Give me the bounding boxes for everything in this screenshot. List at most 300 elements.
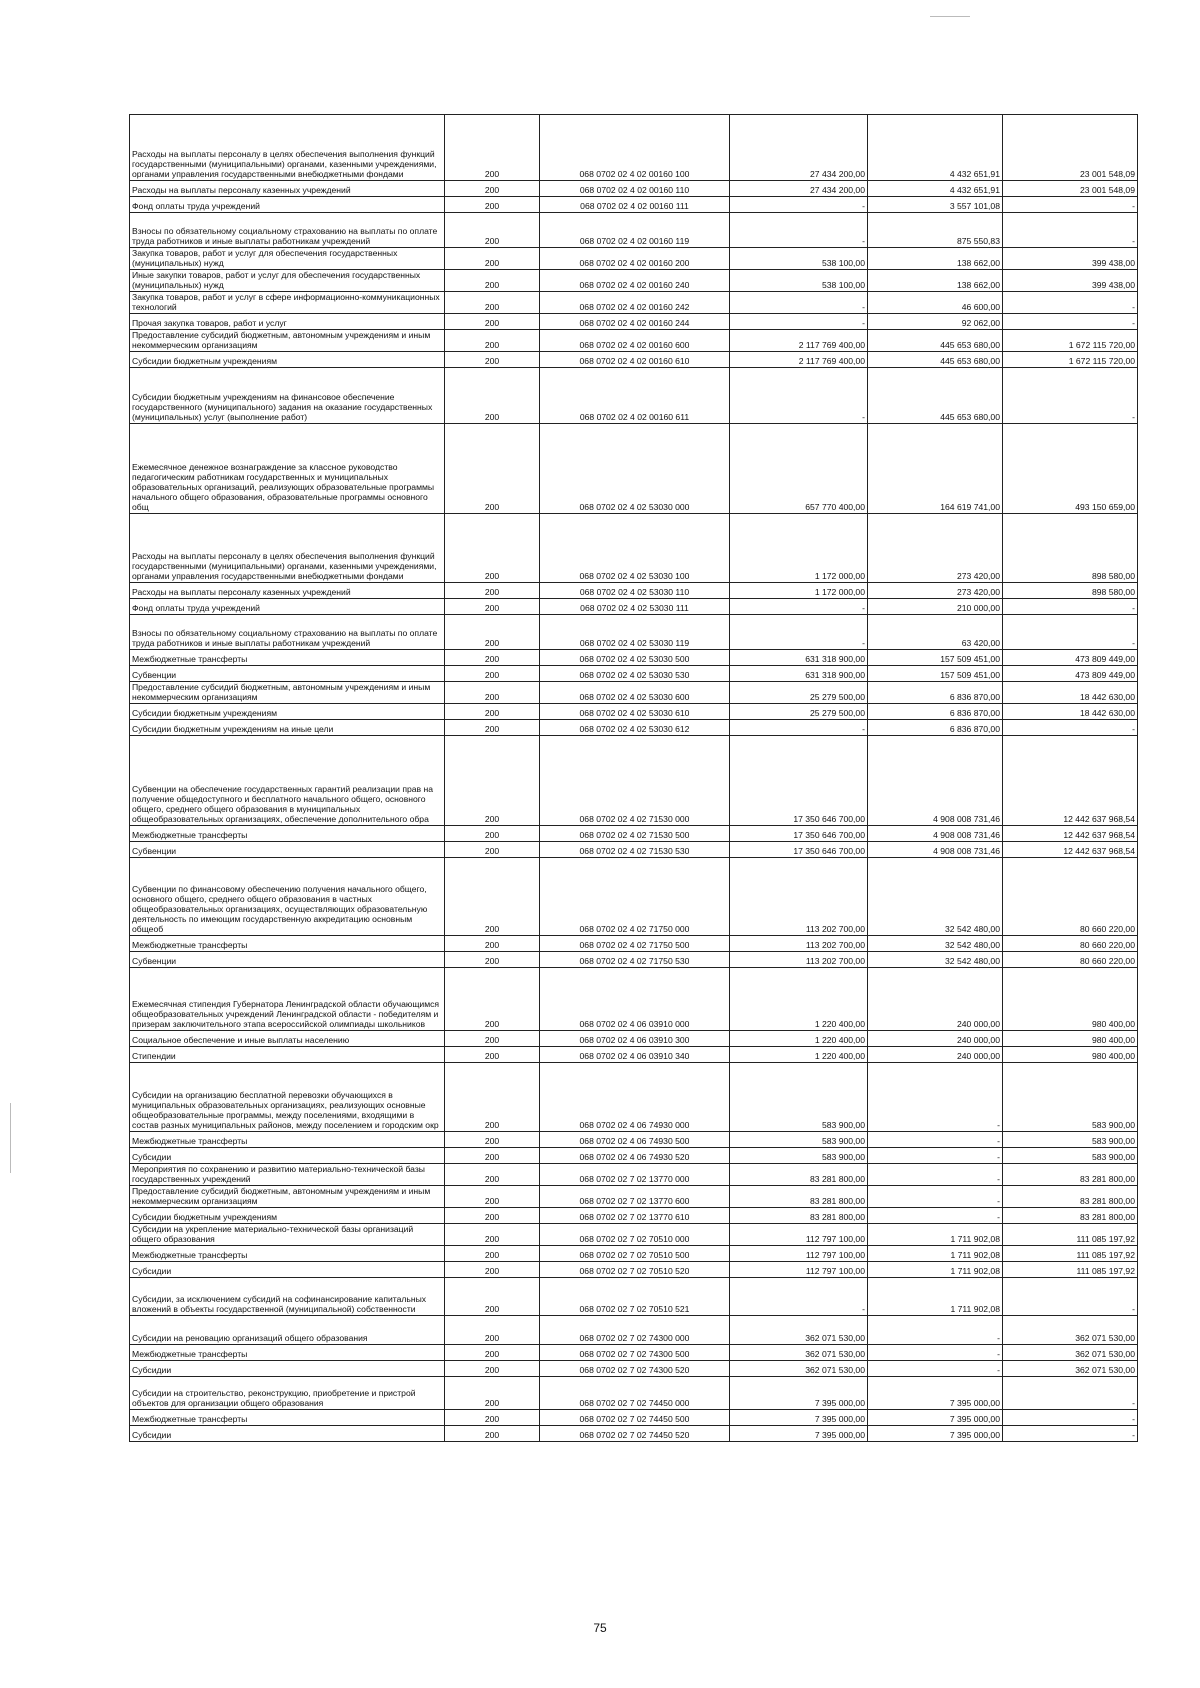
table-row	[130, 615, 1138, 650]
executed-amount-cell: 4 908 008 731,46	[868, 736, 1003, 826]
executed-amount-cell: 273 420,00	[868, 514, 1003, 583]
table-row	[130, 514, 1138, 583]
admin-code-cell: 200	[445, 314, 540, 330]
approved-amount-cell: 83 281 800,00	[730, 1164, 868, 1186]
expense-item-name: Расходы на выплаты персоналу казенных учреждений	[130, 181, 445, 197]
expense-item-name: Социальное обеспечение и иные выплаты населению	[130, 1031, 445, 1047]
expense-item-name: Субсидии на реновацию организаций общего образования	[130, 1316, 445, 1345]
executed-amount-cell: 240 000,00	[868, 1031, 1003, 1047]
table-row	[130, 1132, 1138, 1148]
classification-code-cell: 068 0702 02 4 02 71530 500	[540, 826, 730, 842]
approved-amount-cell: 25 279 500,00	[730, 704, 868, 720]
unexecuted-amount-cell: 18 442 630,00	[1003, 704, 1138, 720]
admin-code-cell: 200	[445, 599, 540, 615]
classification-code-cell: 068 0702 02 7 02 74300 500	[540, 1345, 730, 1361]
admin-code-cell: 200	[445, 1278, 540, 1316]
admin-code-cell: 200	[445, 615, 540, 650]
executed-amount-cell: -	[868, 1186, 1003, 1208]
admin-code-cell: 200	[445, 1410, 540, 1426]
executed-amount-cell: 138 662,00	[868, 270, 1003, 292]
classification-code-cell: 068 0702 02 7 02 74450 520	[540, 1426, 730, 1442]
admin-code-cell: 200	[445, 292, 540, 314]
executed-amount-cell: 3 557 101,08	[868, 197, 1003, 213]
expense-item-name: Субвенции	[130, 666, 445, 682]
classification-code-cell: 068 0702 02 7 02 70510 500	[540, 1246, 730, 1262]
admin-code-cell: 200	[445, 1316, 540, 1345]
table-row	[130, 197, 1138, 213]
unexecuted-amount-cell: 898 580,00	[1003, 514, 1138, 583]
classification-code-cell: 068 0702 02 4 02 00160 111	[540, 197, 730, 213]
admin-code-cell: 200	[445, 1164, 540, 1186]
classification-code-cell: 068 0702 02 7 02 70510 521	[540, 1278, 730, 1316]
table-row	[130, 115, 1138, 181]
table-row	[130, 583, 1138, 599]
unexecuted-amount-cell: 111 085 197,92	[1003, 1262, 1138, 1278]
expense-item-name: Расходы на выплаты персоналу в целях обеспечения выполнения функций государственными (муниципальными) органами, казенными учреждениями, органами управления государственными внебюджетными фондами	[130, 115, 445, 181]
admin-code-cell: 200	[445, 352, 540, 368]
table-row	[130, 314, 1138, 330]
table-row	[130, 213, 1138, 248]
executed-amount-cell: 7 395 000,00	[868, 1410, 1003, 1426]
admin-code-cell: 200	[445, 213, 540, 248]
executed-amount-cell: -	[868, 1063, 1003, 1132]
executed-amount-cell: 138 662,00	[868, 248, 1003, 270]
expense-item-name: Взносы по обязательному социальному страхованию на выплаты по оплате труда работников и иные выплаты работникам учреждений	[130, 213, 445, 248]
approved-amount-cell: 113 202 700,00	[730, 952, 868, 968]
classification-code-cell: 068 0702 02 4 02 00160 100	[540, 115, 730, 181]
unexecuted-amount-cell: -	[1003, 213, 1138, 248]
table-row	[130, 599, 1138, 615]
approved-amount-cell: 657 770 400,00	[730, 424, 868, 514]
expense-item-name: Предоставление субсидий бюджетным, автономным учреждениям и иным некоммерческим организациям	[130, 330, 445, 352]
approved-amount-cell: 538 100,00	[730, 270, 868, 292]
unexecuted-amount-cell: 111 085 197,92	[1003, 1246, 1138, 1262]
expense-item-name: Расходы на выплаты персоналу в целях обеспечения выполнения функций государственными (муниципальными) органами, казенными учреждениями, органами управления государственными внебюджетными фондами	[130, 514, 445, 583]
admin-code-cell: 200	[445, 181, 540, 197]
classification-code-cell: 068 0702 02 4 02 00160 610	[540, 352, 730, 368]
executed-amount-cell: 4 432 651,91	[868, 115, 1003, 181]
admin-code-cell: 200	[445, 858, 540, 936]
approved-amount-cell: 583 900,00	[730, 1063, 868, 1132]
approved-amount-cell: 362 071 530,00	[730, 1316, 868, 1345]
executed-amount-cell: 4 432 651,91	[868, 181, 1003, 197]
executed-amount-cell: 273 420,00	[868, 583, 1003, 599]
table-row	[130, 858, 1138, 936]
approved-amount-cell: 2 117 769 400,00	[730, 330, 868, 352]
admin-code-cell: 200	[445, 1361, 540, 1377]
table-row	[130, 1262, 1138, 1278]
expense-item-name: Субвенции на обеспечение государственных гарантий реализации прав на получение общедоступного и бесплатного начального общего, основного общего, среднего общего образования в муниципальных общеобразовательных организациях, обеспечение дополнительного обра	[130, 736, 445, 826]
unexecuted-amount-cell: 23 001 548,09	[1003, 181, 1138, 197]
approved-amount-cell: -	[730, 197, 868, 213]
expense-item-name: Субсидии бюджетным учреждениям	[130, 352, 445, 368]
classification-code-cell: 068 0702 02 4 06 03910 340	[540, 1047, 730, 1063]
table-row	[130, 1063, 1138, 1132]
admin-code-cell: 200	[445, 424, 540, 514]
expense-item-name: Субсидии, за исключением субсидий на софинансирование капитальных вложений в объекты государственной (муниципальной) собственности	[130, 1278, 445, 1316]
unexecuted-amount-cell: -	[1003, 1410, 1138, 1426]
executed-amount-cell: 6 836 870,00	[868, 704, 1003, 720]
unexecuted-amount-cell: 83 281 800,00	[1003, 1208, 1138, 1224]
table-row	[130, 330, 1138, 352]
approved-amount-cell: 112 797 100,00	[730, 1224, 868, 1246]
classification-code-cell: 068 0702 02 7 02 74300 000	[540, 1316, 730, 1345]
admin-code-cell: 200	[445, 666, 540, 682]
executed-amount-cell: 1 711 902,08	[868, 1246, 1003, 1262]
admin-code-cell: 200	[445, 1047, 540, 1063]
admin-code-cell: 200	[445, 936, 540, 952]
approved-amount-cell: 583 900,00	[730, 1148, 868, 1164]
expense-item-name: Межбюджетные трансферты	[130, 936, 445, 952]
admin-code-cell: 200	[445, 736, 540, 826]
table-row	[130, 1316, 1138, 1345]
approved-amount-cell: 1 172 000,00	[730, 583, 868, 599]
unexecuted-amount-cell: -	[1003, 720, 1138, 736]
scan-mark-left	[10, 1103, 11, 1173]
approved-amount-cell: 1 172 000,00	[730, 514, 868, 583]
classification-code-cell: 068 0702 02 4 02 00160 242	[540, 292, 730, 314]
classification-code-cell: 068 0702 02 4 06 74930 000	[540, 1063, 730, 1132]
expense-item-name: Субсидии	[130, 1262, 445, 1278]
classification-code-cell: 068 0702 02 7 02 70510 000	[540, 1224, 730, 1246]
unexecuted-amount-cell: 980 400,00	[1003, 1047, 1138, 1063]
table-row	[130, 666, 1138, 682]
unexecuted-amount-cell: 473 809 449,00	[1003, 650, 1138, 666]
table-row	[130, 842, 1138, 858]
table-row	[130, 1164, 1138, 1186]
classification-code-cell: 068 0702 02 4 02 53030 100	[540, 514, 730, 583]
executed-amount-cell: 4 908 008 731,46	[868, 842, 1003, 858]
table-row	[130, 1426, 1138, 1442]
table-row	[130, 682, 1138, 704]
classification-code-cell: 068 0702 02 4 02 53030 612	[540, 720, 730, 736]
admin-code-cell: 200	[445, 968, 540, 1031]
expense-item-name: Субвенции	[130, 842, 445, 858]
scan-mark-top	[930, 16, 970, 17]
approved-amount-cell: -	[730, 615, 868, 650]
table-row	[130, 650, 1138, 666]
unexecuted-amount-cell: 362 071 530,00	[1003, 1361, 1138, 1377]
executed-amount-cell: 164 619 741,00	[868, 424, 1003, 514]
unexecuted-amount-cell: -	[1003, 368, 1138, 424]
expense-item-name: Субсидии на организацию бесплатной перевозки обучающихся в муниципальных образовательных организациях, реализующих основные общеобразовательные программы, между поселениями, входящими в состав разных муниципальных районов, между поселением и городским окр	[130, 1063, 445, 1132]
approved-amount-cell: 17 350 646 700,00	[730, 826, 868, 842]
table-row	[130, 936, 1138, 952]
approved-amount-cell: 1 220 400,00	[730, 968, 868, 1031]
unexecuted-amount-cell: 583 900,00	[1003, 1148, 1138, 1164]
table-row	[130, 1148, 1138, 1164]
admin-code-cell: 200	[445, 1345, 540, 1361]
executed-amount-cell: -	[868, 1361, 1003, 1377]
table-row	[130, 704, 1138, 720]
table-row	[130, 1186, 1138, 1208]
executed-amount-cell: 6 836 870,00	[868, 682, 1003, 704]
executed-amount-cell: 6 836 870,00	[868, 720, 1003, 736]
unexecuted-amount-cell: 83 281 800,00	[1003, 1164, 1138, 1186]
classification-code-cell: 068 0702 02 4 02 53030 600	[540, 682, 730, 704]
approved-amount-cell: 112 797 100,00	[730, 1246, 868, 1262]
classification-code-cell: 068 0702 02 7 02 74300 520	[540, 1361, 730, 1377]
classification-code-cell: 068 0702 02 4 02 53030 119	[540, 615, 730, 650]
classification-code-cell: 068 0702 02 4 02 71750 000	[540, 858, 730, 936]
expense-item-name: Субсидии на укрепление материально-технической базы организаций общего образования	[130, 1224, 445, 1246]
admin-code-cell: 200	[445, 1031, 540, 1047]
unexecuted-amount-cell: -	[1003, 615, 1138, 650]
expense-item-name: Субвенции	[130, 952, 445, 968]
unexecuted-amount-cell: 362 071 530,00	[1003, 1316, 1138, 1345]
table-row	[130, 1345, 1138, 1361]
approved-amount-cell: -	[730, 292, 868, 314]
executed-amount-cell: 46 600,00	[868, 292, 1003, 314]
table-row	[130, 952, 1138, 968]
admin-code-cell: 200	[445, 650, 540, 666]
table-body	[130, 115, 1138, 1442]
approved-amount-cell: 362 071 530,00	[730, 1345, 868, 1361]
approved-amount-cell: 7 395 000,00	[730, 1377, 868, 1410]
table-row	[130, 1410, 1138, 1426]
expense-item-name: Взносы по обязательному социальному страхованию на выплаты по оплате труда работников и иные выплаты работникам учреждений	[130, 615, 445, 650]
executed-amount-cell: 210 000,00	[868, 599, 1003, 615]
admin-code-cell: 200	[445, 952, 540, 968]
approved-amount-cell: -	[730, 213, 868, 248]
admin-code-cell: 200	[445, 1377, 540, 1410]
executed-amount-cell: 32 542 480,00	[868, 952, 1003, 968]
approved-amount-cell: 27 434 200,00	[730, 181, 868, 197]
approved-amount-cell: -	[730, 1278, 868, 1316]
classification-code-cell: 068 0702 02 4 02 00160 240	[540, 270, 730, 292]
classification-code-cell: 068 0702 02 4 02 00160 119	[540, 213, 730, 248]
table-row	[130, 720, 1138, 736]
unexecuted-amount-cell: 18 442 630,00	[1003, 682, 1138, 704]
admin-code-cell: 200	[445, 1262, 540, 1278]
unexecuted-amount-cell: -	[1003, 1426, 1138, 1442]
admin-code-cell: 200	[445, 1208, 540, 1224]
executed-amount-cell: 445 653 680,00	[868, 352, 1003, 368]
expense-item-name: Субсидии бюджетным учреждениям	[130, 1208, 445, 1224]
executed-amount-cell: 240 000,00	[868, 1047, 1003, 1063]
budget-expenditure-table	[129, 114, 1138, 1442]
classification-code-cell: 068 0702 02 4 02 71530 000	[540, 736, 730, 826]
table-row	[130, 968, 1138, 1031]
unexecuted-amount-cell: 111 085 197,92	[1003, 1224, 1138, 1246]
unexecuted-amount-cell: -	[1003, 1377, 1138, 1410]
approved-amount-cell: 83 281 800,00	[730, 1208, 868, 1224]
admin-code-cell: 200	[445, 720, 540, 736]
expense-item-name: Субсидии на строительство, реконструкцию, приобретение и пристрой объектов для организации общего образования	[130, 1377, 445, 1410]
expense-item-name: Закупка товаров, работ и услуг в сфере информационно-коммуникационных технологий	[130, 292, 445, 314]
classification-code-cell: 068 0702 02 4 06 74930 500	[540, 1132, 730, 1148]
admin-code-cell: 200	[445, 1186, 540, 1208]
expense-item-name: Прочая закупка товаров, работ и услуг	[130, 314, 445, 330]
expense-item-name: Субсидии бюджетным учреждениям на финансовое обеспечение государственного (муниципального) задания на оказание государственных (муниципальных) услуг (выполнение работ)	[130, 368, 445, 424]
unexecuted-amount-cell: 12 442 637 968,54	[1003, 736, 1138, 826]
table-row	[130, 292, 1138, 314]
classification-code-cell: 068 0702 02 7 02 70510 520	[540, 1262, 730, 1278]
unexecuted-amount-cell: 583 900,00	[1003, 1063, 1138, 1132]
classification-code-cell: 068 0702 02 4 02 53030 500	[540, 650, 730, 666]
admin-code-cell: 200	[445, 704, 540, 720]
executed-amount-cell: 1 711 902,08	[868, 1262, 1003, 1278]
table-row	[130, 1224, 1138, 1246]
approved-amount-cell: -	[730, 599, 868, 615]
executed-amount-cell: 1 711 902,08	[868, 1278, 1003, 1316]
unexecuted-amount-cell: 583 900,00	[1003, 1132, 1138, 1148]
admin-code-cell: 200	[445, 583, 540, 599]
executed-amount-cell: -	[868, 1132, 1003, 1148]
expense-item-name: Субвенции по финансовому обеспечению получения начального общего, основного общего, среднего общего образования в частных общеобразовательных организациях, осуществляющих образовательную деятельность по имеющим государственную аккредитацию основным общеоб	[130, 858, 445, 936]
admin-code-cell: 200	[445, 197, 540, 213]
approved-amount-cell: 25 279 500,00	[730, 682, 868, 704]
expense-item-name: Расходы на выплаты персоналу казенных учреждений	[130, 583, 445, 599]
approved-amount-cell: 113 202 700,00	[730, 936, 868, 952]
executed-amount-cell: 445 653 680,00	[868, 368, 1003, 424]
executed-amount-cell: 157 509 451,00	[868, 650, 1003, 666]
executed-amount-cell: 4 908 008 731,46	[868, 826, 1003, 842]
classification-code-cell: 068 0702 02 4 02 53030 530	[540, 666, 730, 682]
executed-amount-cell: 7 395 000,00	[868, 1377, 1003, 1410]
expense-item-name: Субсидии бюджетным учреждениям	[130, 704, 445, 720]
expense-item-name: Межбюджетные трансферты	[130, 1410, 445, 1426]
expense-item-name: Межбюджетные трансферты	[130, 826, 445, 842]
classification-code-cell: 068 0702 02 4 02 71750 530	[540, 952, 730, 968]
classification-code-cell: 068 0702 02 4 02 00160 244	[540, 314, 730, 330]
executed-amount-cell: 157 509 451,00	[868, 666, 1003, 682]
table-row	[130, 1031, 1138, 1047]
executed-amount-cell: 7 395 000,00	[868, 1426, 1003, 1442]
table-row	[130, 181, 1138, 197]
table-row	[130, 1047, 1138, 1063]
executed-amount-cell: -	[868, 1208, 1003, 1224]
admin-code-cell: 200	[445, 115, 540, 181]
classification-code-cell: 068 0702 02 4 02 53030 610	[540, 704, 730, 720]
classification-code-cell: 068 0702 02 4 02 53030 111	[540, 599, 730, 615]
table-row	[130, 1377, 1138, 1410]
expense-item-name: Межбюджетные трансферты	[130, 1345, 445, 1361]
expense-item-name: Предоставление субсидий бюджетным, автономным учреждениям и иным некоммерческим организациям	[130, 682, 445, 704]
executed-amount-cell: -	[868, 1164, 1003, 1186]
table-row	[130, 270, 1138, 292]
budget-report-sheet	[129, 114, 1137, 1442]
table-row	[130, 352, 1138, 368]
table-row	[130, 1361, 1138, 1377]
admin-code-cell: 200	[445, 1224, 540, 1246]
classification-code-cell: 068 0702 02 4 06 03910 000	[540, 968, 730, 1031]
unexecuted-amount-cell: 1 672 115 720,00	[1003, 330, 1138, 352]
unexecuted-amount-cell: 399 438,00	[1003, 248, 1138, 270]
admin-code-cell: 200	[445, 1063, 540, 1132]
classification-code-cell: 068 0702 02 4 02 71530 530	[540, 842, 730, 858]
expense-item-name: Ежемесячная стипендия Губернатора Ленинградской области обучающимся общеобразовательных учреждений Ленинградской области - победителям и призерам заключительного этапа всероссийской олимпиады школьников	[130, 968, 445, 1031]
classification-code-cell: 068 0702 02 7 02 74450 500	[540, 1410, 730, 1426]
admin-code-cell: 200	[445, 826, 540, 842]
classification-code-cell: 068 0702 02 4 02 00160 600	[540, 330, 730, 352]
classification-code-cell: 068 0702 02 7 02 74450 000	[540, 1377, 730, 1410]
expense-item-name: Межбюджетные трансферты	[130, 1132, 445, 1148]
admin-code-cell: 200	[445, 1246, 540, 1262]
admin-code-cell: 200	[445, 330, 540, 352]
admin-code-cell: 200	[445, 514, 540, 583]
executed-amount-cell: 92 062,00	[868, 314, 1003, 330]
unexecuted-amount-cell: 399 438,00	[1003, 270, 1138, 292]
approved-amount-cell: 362 071 530,00	[730, 1361, 868, 1377]
classification-code-cell: 068 0702 02 4 02 71750 500	[540, 936, 730, 952]
classification-code-cell: 068 0702 02 4 02 00160 200	[540, 248, 730, 270]
executed-amount-cell: 32 542 480,00	[868, 858, 1003, 936]
classification-code-cell: 068 0702 02 4 02 53030 110	[540, 583, 730, 599]
unexecuted-amount-cell: 362 071 530,00	[1003, 1345, 1138, 1361]
classification-code-cell: 068 0702 02 7 02 13770 600	[540, 1186, 730, 1208]
unexecuted-amount-cell: -	[1003, 314, 1138, 330]
unexecuted-amount-cell: 83 281 800,00	[1003, 1186, 1138, 1208]
expense-item-name: Межбюджетные трансферты	[130, 1246, 445, 1262]
table-row	[130, 1278, 1138, 1316]
unexecuted-amount-cell: 80 660 220,00	[1003, 952, 1138, 968]
executed-amount-cell: 445 653 680,00	[868, 330, 1003, 352]
expense-item-name: Субсидии	[130, 1148, 445, 1164]
expense-item-name: Ежемесячное денежное вознаграждение за классное руководство педагогическим работникам государственных и муниципальных образовательных организаций, реализующих образовательные программы начального общего образования, образовательные программы основного общ	[130, 424, 445, 514]
table-row	[130, 248, 1138, 270]
approved-amount-cell: 112 797 100,00	[730, 1262, 868, 1278]
approved-amount-cell: 17 350 646 700,00	[730, 842, 868, 858]
unexecuted-amount-cell: 473 809 449,00	[1003, 666, 1138, 682]
classification-code-cell: 068 0702 02 4 06 03910 300	[540, 1031, 730, 1047]
approved-amount-cell: 7 395 000,00	[730, 1410, 868, 1426]
unexecuted-amount-cell: 80 660 220,00	[1003, 936, 1138, 952]
executed-amount-cell: 240 000,00	[868, 968, 1003, 1031]
expense-item-name: Предоставление субсидий бюджетным, автономным учреждениям и иным некоммерческим организациям	[130, 1186, 445, 1208]
expense-item-name: Стипендии	[130, 1047, 445, 1063]
table-row	[130, 368, 1138, 424]
approved-amount-cell: 1 220 400,00	[730, 1031, 868, 1047]
admin-code-cell: 200	[445, 842, 540, 858]
approved-amount-cell: 27 434 200,00	[730, 115, 868, 181]
approved-amount-cell: 17 350 646 700,00	[730, 736, 868, 826]
approved-amount-cell: 113 202 700,00	[730, 858, 868, 936]
approved-amount-cell: 2 117 769 400,00	[730, 352, 868, 368]
admin-code-cell: 200	[445, 270, 540, 292]
approved-amount-cell: -	[730, 314, 868, 330]
classification-code-cell: 068 0702 02 4 02 00160 611	[540, 368, 730, 424]
expense-item-name: Субсидии	[130, 1361, 445, 1377]
table-row	[130, 1208, 1138, 1224]
expense-item-name: Закупка товаров, работ и услуг для обеспечения государственных (муниципальных) нужд	[130, 248, 445, 270]
executed-amount-cell: 1 711 902,08	[868, 1224, 1003, 1246]
unexecuted-amount-cell: 23 001 548,09	[1003, 115, 1138, 181]
classification-code-cell: 068 0702 02 4 06 74930 520	[540, 1148, 730, 1164]
expense-item-name: Межбюджетные трансферты	[130, 650, 445, 666]
unexecuted-amount-cell: 12 442 637 968,54	[1003, 826, 1138, 842]
executed-amount-cell: -	[868, 1148, 1003, 1164]
admin-code-cell: 200	[445, 1426, 540, 1442]
approved-amount-cell: 631 318 900,00	[730, 666, 868, 682]
approved-amount-cell: 83 281 800,00	[730, 1186, 868, 1208]
table-row	[130, 736, 1138, 826]
expense-item-name: Субсидии бюджетным учреждениям на иные цели	[130, 720, 445, 736]
classification-code-cell: 068 0702 02 7 02 13770 610	[540, 1208, 730, 1224]
approved-amount-cell: -	[730, 368, 868, 424]
admin-code-cell: 200	[445, 248, 540, 270]
unexecuted-amount-cell: -	[1003, 292, 1138, 314]
executed-amount-cell: -	[868, 1316, 1003, 1345]
classification-code-cell: 068 0702 02 4 02 53030 000	[540, 424, 730, 514]
unexecuted-amount-cell: -	[1003, 1278, 1138, 1316]
approved-amount-cell: -	[730, 720, 868, 736]
unexecuted-amount-cell: 980 400,00	[1003, 1031, 1138, 1047]
approved-amount-cell: 7 395 000,00	[730, 1426, 868, 1442]
unexecuted-amount-cell: -	[1003, 197, 1138, 213]
page-number: 75	[593, 1621, 607, 1635]
expense-item-name: Фонд оплаты труда учреждений	[130, 599, 445, 615]
